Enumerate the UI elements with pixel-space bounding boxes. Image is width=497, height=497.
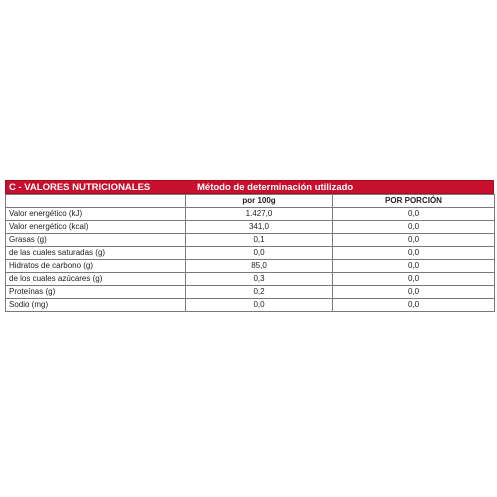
column-header-blank bbox=[6, 195, 186, 208]
value-per-100g: 0,0 bbox=[186, 299, 333, 312]
table-row bbox=[6, 286, 495, 299]
value-per-100g: 0,1 bbox=[186, 234, 333, 247]
table-row bbox=[6, 234, 495, 247]
value-per-100g: 341,0 bbox=[186, 221, 333, 234]
value-per-100g: 85,0 bbox=[186, 260, 333, 273]
value-per-100g: 0,2 bbox=[186, 286, 333, 299]
nutrient-label: Hidratos de carbono (g) bbox=[6, 260, 186, 273]
table-row bbox=[6, 260, 495, 273]
section-header bbox=[5, 180, 494, 194]
value-per-portion: 0,0 bbox=[333, 208, 495, 221]
nutrient-label: Valor energético (kcal) bbox=[6, 221, 186, 234]
nutrient-label: Valor energético (kJ) bbox=[6, 208, 186, 221]
nutrition-sheet bbox=[5, 180, 494, 312]
value-per-portion: 0,0 bbox=[333, 273, 495, 286]
method-label: Método de determinación utilizado bbox=[197, 181, 354, 193]
column-header-per-100g: por 100g bbox=[186, 195, 333, 208]
table-row bbox=[6, 247, 495, 260]
nutrient-label: Grasas (g) bbox=[6, 234, 186, 247]
nutrient-label: Proteínas (g) bbox=[6, 286, 186, 299]
column-header-per-portion: POR PORCIÓN bbox=[333, 195, 495, 208]
nutrient-label: Sodio (mg) bbox=[6, 299, 186, 312]
section-title: C - VALORES NUTRICIONALES bbox=[9, 181, 151, 193]
table-row bbox=[6, 221, 495, 234]
table-row bbox=[6, 208, 495, 221]
table-row bbox=[6, 273, 495, 286]
value-per-100g: 1.427,0 bbox=[186, 208, 333, 221]
value-per-portion: 0,0 bbox=[333, 221, 495, 234]
value-per-portion: 0,0 bbox=[333, 299, 495, 312]
value-per-portion: 0,0 bbox=[333, 234, 495, 247]
table-column-header-row bbox=[6, 195, 495, 208]
value-per-portion: 0,0 bbox=[333, 286, 495, 299]
nutrition-table bbox=[5, 194, 495, 312]
value-per-100g: 0,0 bbox=[186, 247, 333, 260]
value-per-portion: 0,0 bbox=[333, 260, 495, 273]
nutrient-label: de las cuales saturadas (g) bbox=[6, 247, 186, 260]
value-per-portion: 0,0 bbox=[333, 247, 495, 260]
value-per-100g: 0,3 bbox=[186, 273, 333, 286]
nutrient-label: de los cuales azúcares (g) bbox=[6, 273, 186, 286]
table-row bbox=[6, 299, 495, 312]
